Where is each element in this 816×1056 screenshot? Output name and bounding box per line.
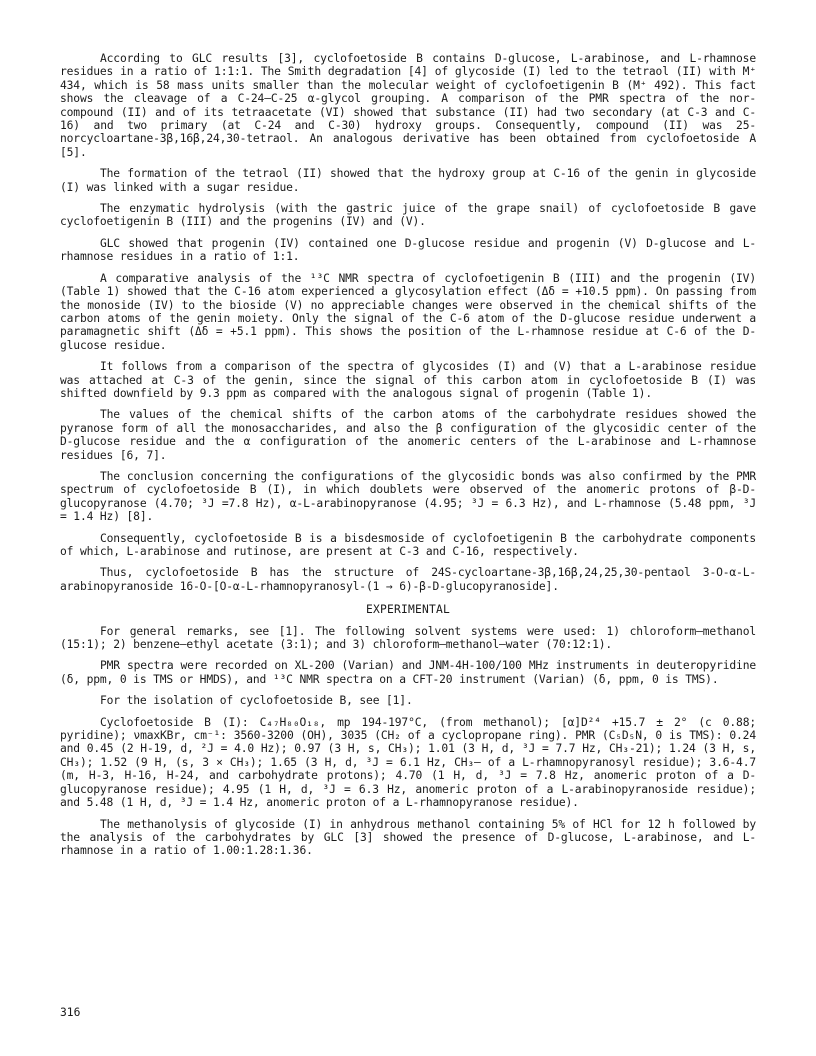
paragraph-isolation: For the isolation of cyclofoetoside B, see [1]. <box>100 694 413 708</box>
paragraph-instruments: PMR spectra were recorded on XL-200 (Varian) and JNM-4H-100/100 MHz instruments in deuteropyridine (δ, ppm, 0 is TMS or HMDS), and ¹³C NMR spectra on a CFT-20 instrument (Varian) (δ, ppm, 0 is TMS). <box>60 659 756 686</box>
paragraph-enzymatic-hydrolysis: The enzymatic hydrolysis (with the gastric juice of the grape snail) of cyclofoetoside B gave cyclofoetigenin B (III) and the progenins (IV) and (V). <box>60 202 756 229</box>
paragraph-glc-results: According to GLC results [3], cyclofoetoside B contains D-glucose, L-arabinose, and L-rhamnose residues in a ratio of 1:1:1. The Smith degradation [4] of glycoside (I) led to the tetraol (II) with M⁺ 434, which is 58 mass units smaller than the molecular weight of cyclofoetigenin B (M⁺ 492). This fact shows the cleavage of a C-24—C-25 α-glycol grouping. A comparison of the PMR spectra of the nor- compound (II) and of its tetraacetate (VI) showed that substance (II) had two secondary (at C-3 and C-16) and two primary (at C-24 and C-30) hydroxy groups. Consequently, compound (II) was 25-norcycloartane-3β,16β,24,30-tetraol. An analogous derivative has been obtained from cyclofoetoside A [5]. <box>60 52 756 159</box>
paragraph-general-remarks: For general remarks, see [1]. The following solvent systems were used: 1) chloroform—methanol (15:1); 2) benzene—ethyl acetate (3:1); and 3) chloroform—methanol—water (70:12:1). <box>60 624 756 652</box>
paragraph-pmr-confirmation: The conclusion concerning the configurations of the glycosidic bonds was also confirmed by the PMR spectrum of cyclofoetoside B (I), in which doublets were observed of the anomeric protons of β-D-glucopyranose (4.70; ³J =7.8 Hz), α-L-arabinopyranose (4.95; ³J = 6.3 Hz), and L-rhamnose (5.48 ppm, ³J = 1.4 Hz) [8]. <box>60 469 756 524</box>
paragraph-progenin-glc: GLC showed that progenin (IV) contained one D-glucose residue and progenin (V) D-glucose and L-rhamnose residues in a ratio of 1:1. <box>60 236 756 264</box>
paragraph-methanolysis: The methanolysis of glycoside (I) in anhydrous methanol containing 5% of HCl for 12 h followed by the analysis of the carbohydrates by GLC [3] showed the presence of D-glucose, L-arabinose, and L-rhamnose in a ratio of 1.00:1.28:1.36. <box>60 817 756 858</box>
paragraph-tetraol-formation: The formation of the tetraol (II) showed that the hydroxy group at C-16 of the genin in glycoside (I) was linked with a sugar residue. <box>60 167 756 194</box>
paragraph-compound-data: Cyclofoetoside B (I): C₄₇H₈₀O₁₈, mp 194-197°C, (from methanol); [α]D²⁴ +15.7 ± 2° (c 0.88; pyridine); νmaxKBr, cm⁻¹: 3560-3200 (OH), 3035 (CH₂ of a cyclopropane ring). PMR (C₅D₅N, 0 is TMS): 0.24 and 0.45 (2 H-19, d, ²J = 4.0 Hz); 0.97 (3 H, s, CH₃); 1.01 (3 H, d, ³J = 7.7 Hz, CH₃-21); 1.24 (3 H, s, CH₃); 1.52 (9 H, (s, 3 × CH₃); 1.65 (3 H, d, ³J = 6.1 Hz, CH₃— of a L-rhamnopyranosyl residue); 3.6-4.7 (m, H-3, H-16, H-24, and carbohydrate protons); 4.70 (1 H, d, ³J = 7.8 Hz, anomeric proton of a D-glucopyranose residue); 4.95 (1 H, d, ³J = 6.3 Hz, anomeric proton of a L-arabinopyranoside residue); and 5.48 (1 H, d, ³J = 1.4 Hz, anomeric proton of a L-rhamnopyranose residue). <box>60 715 756 810</box>
paragraph-bisdesmoside: Consequently, cyclofoetoside B is a bisdesmoside of cyclofoetigenin B the carbohydrate components of which, L-arabinose and rutinose, are present at C-3 and C-16, respectively. <box>60 531 756 558</box>
paragraph-arabinose-position: It follows from a comparison of the spectra of glycosides (I) and (V) that a L-arabinose residue was attached at C-3 of the genin, since the signal of this carbon atom in cyclofoetoside B (I) was shifted downfield by 9.3 ppm as compared with the analogous signal of progenin (Table 1). <box>60 360 756 400</box>
page-number: 316 <box>60 1006 81 1019</box>
page-body <box>60 52 756 864</box>
paragraph-structure: Thus, cyclofoetoside B has the structure of 24S-cycloartane-3β,16β,24,25,30-pentaol 3-O-α-L-arabinopyranoside 16-O-[O-α-L-rhamnopyranosyl-(1 → 6)-β-D-glucopyranoside]. <box>60 566 756 593</box>
section-heading-experimental: EXPERIMENTAL <box>365 603 450 617</box>
paragraph-chemical-shifts: The values of the chemical shifts of the carbon atoms of the carbohydrate residues showed the pyranose form of all the monosaccharides, and also the β configuration of the glycosidic center of the D-glucose residue and the α configuration of the anomeric centers of the L-arabinose and L-rhamnose residues [6, 7]. <box>60 408 756 462</box>
paragraph-13c-nmr-analysis: A comparative analysis of the ¹³C NMR spectra of cyclofoetigenin B (III) and the progenin (IV) (Table 1) showed that the C-16 atom experienced a glycosylation effect (Δδ = +10.5 ppm). On passing from the monoside (IV) to the bioside (V) no appreciable changes were observed in the chemical shifts of the carbon atoms of the genin moiety. Only the signal of the C-6 atom of the D-glucose residue underwent a paramagnetic shift (Δδ = +5.1 ppm). This shows the position of the L-rhamnose residue at C-6 of the D-glucose residue. <box>60 271 756 352</box>
